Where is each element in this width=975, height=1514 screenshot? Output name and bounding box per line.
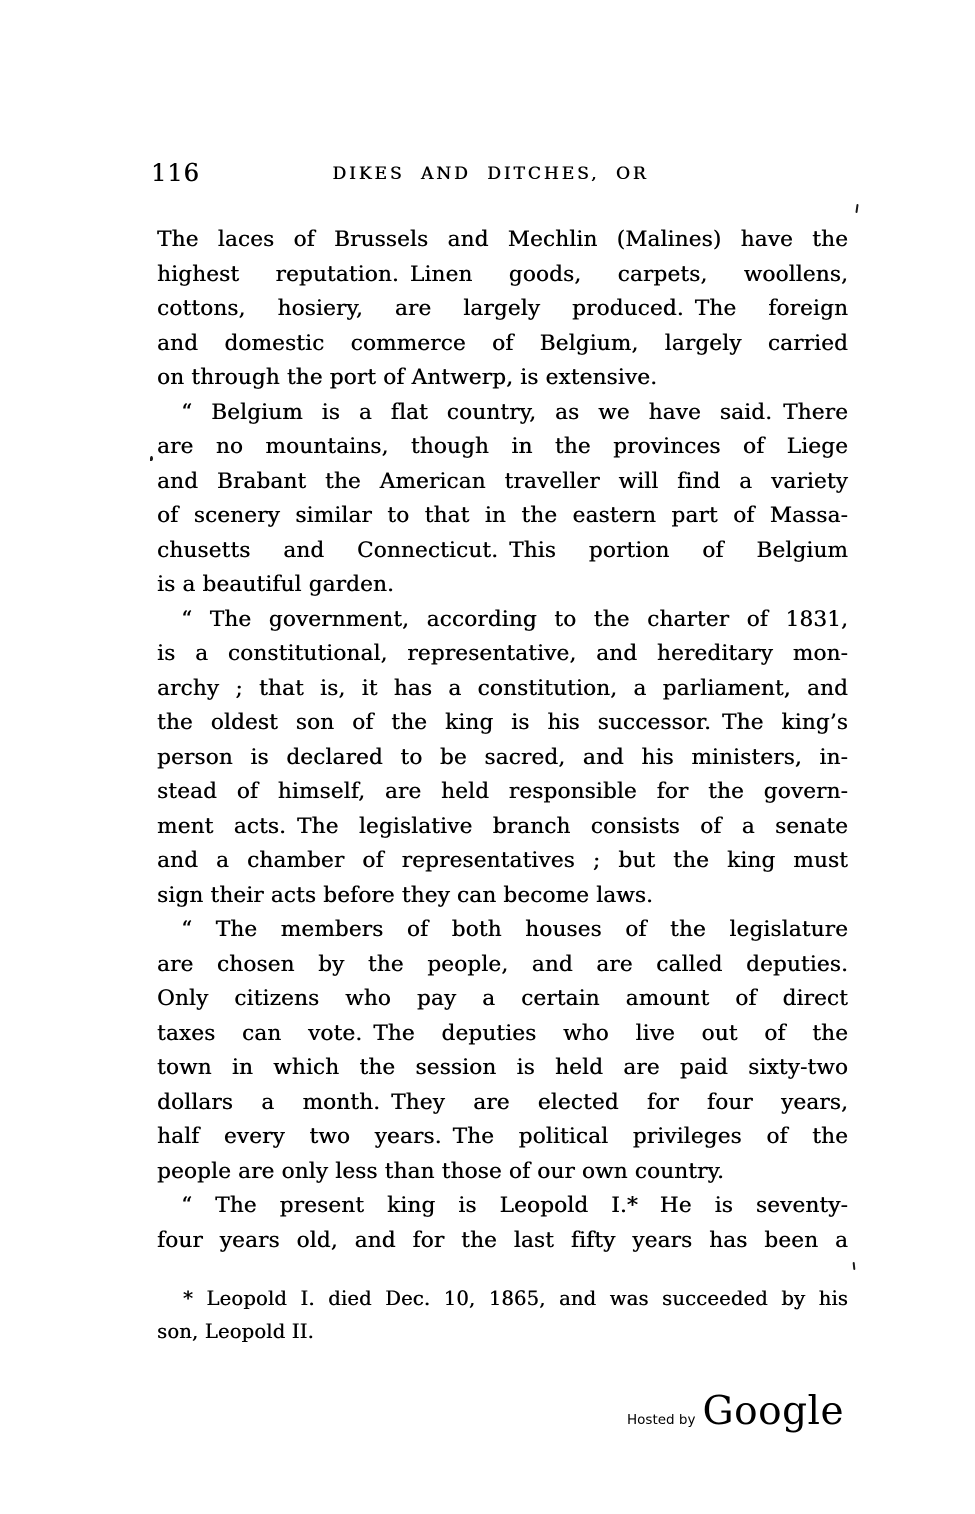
text-line: of scenery similar to that in the eastern part of Massa- (157, 503, 848, 528)
text-line: are chosen by the people, and are called deputies. (157, 951, 848, 977)
text-line: on through the port of Antwerp, is extensive. (157, 365, 658, 390)
text-line: ment acts. The legislative branch consists of a senate (157, 813, 848, 839)
footnote (157, 1282, 848, 1348)
text-line: sign their acts before they can become laws. (157, 882, 654, 908)
google-watermark (627, 1389, 845, 1434)
text-line: “ The present king is Leopold I.* He is seventy- (181, 1193, 848, 1218)
page-header (151, 158, 848, 192)
text-line: and a chamber of representatives ; but the king must (157, 848, 848, 873)
google-logo-text: Google (702, 1389, 845, 1434)
footnote-line: son, Leopold II. (157, 1320, 314, 1343)
text-line: half every two years. The political privileges of the (157, 1124, 848, 1149)
text-line: cottons, hosiery, are largely produced. The foreign (157, 296, 848, 321)
text-line: are no mountains, though in the provinces of Liege (157, 434, 848, 459)
text-line: “ The government, according to the charter of 1831, (181, 606, 848, 632)
text-line: the oldest son of the king is his successor. The king’s (157, 710, 848, 735)
text-line: town in which the session is held are paid sixty-two (157, 1055, 848, 1080)
text-line: is a beautiful garden. (157, 572, 395, 597)
running-title: DIKES AND DITCHES, OR (332, 164, 649, 184)
text-line: chusetts and Connecticut. This portion of Belgium (157, 537, 848, 563)
text-line: dollars a month. They are elected for four years, (157, 1089, 848, 1115)
text-line: and domestic commerce of Belgium, largely carried (157, 330, 848, 356)
text-line: people are only less than those of our own country. (157, 1158, 725, 1184)
text-line: “ The members of both houses of the legislature (181, 917, 848, 942)
text-line: person is declared to be sacred, and his ministers, in- (157, 744, 848, 770)
text-line: highest reputation. Linen goods, carpets, woollens, (157, 261, 848, 287)
scan-speck (853, 1262, 856, 1270)
text-line: four years old, and for the last fifty years has been a (157, 1227, 848, 1253)
text-line: The laces of Brussels and Mechlin (Malines) have the (157, 227, 848, 252)
body-text (157, 223, 848, 1258)
text-line: Only citizens who pay a certain amount of direct (157, 986, 848, 1011)
scan-speck (150, 456, 153, 461)
text-line: taxes can vote. The deputies who live out of the (157, 1020, 848, 1046)
scan-speck (855, 204, 858, 213)
text-line: archy ; that is, it has a constitution, a parliament, and (157, 675, 848, 701)
page-number: 116 (151, 159, 200, 187)
footnote-line: * Leopold I. died Dec. 10, 1865, and was succeeded by his (183, 1287, 848, 1310)
text-line: stead of himself, are held responsible for the govern- (157, 779, 848, 804)
text-line: is a constitutional, representative, and hereditary mon- (157, 641, 848, 666)
hosted-by-label: Hosted by (627, 1412, 696, 1428)
text-line: “ Belgium is a flat country, as we have said. There (181, 399, 848, 425)
text-line: and Brabant the American traveller will find a variety (157, 468, 848, 494)
